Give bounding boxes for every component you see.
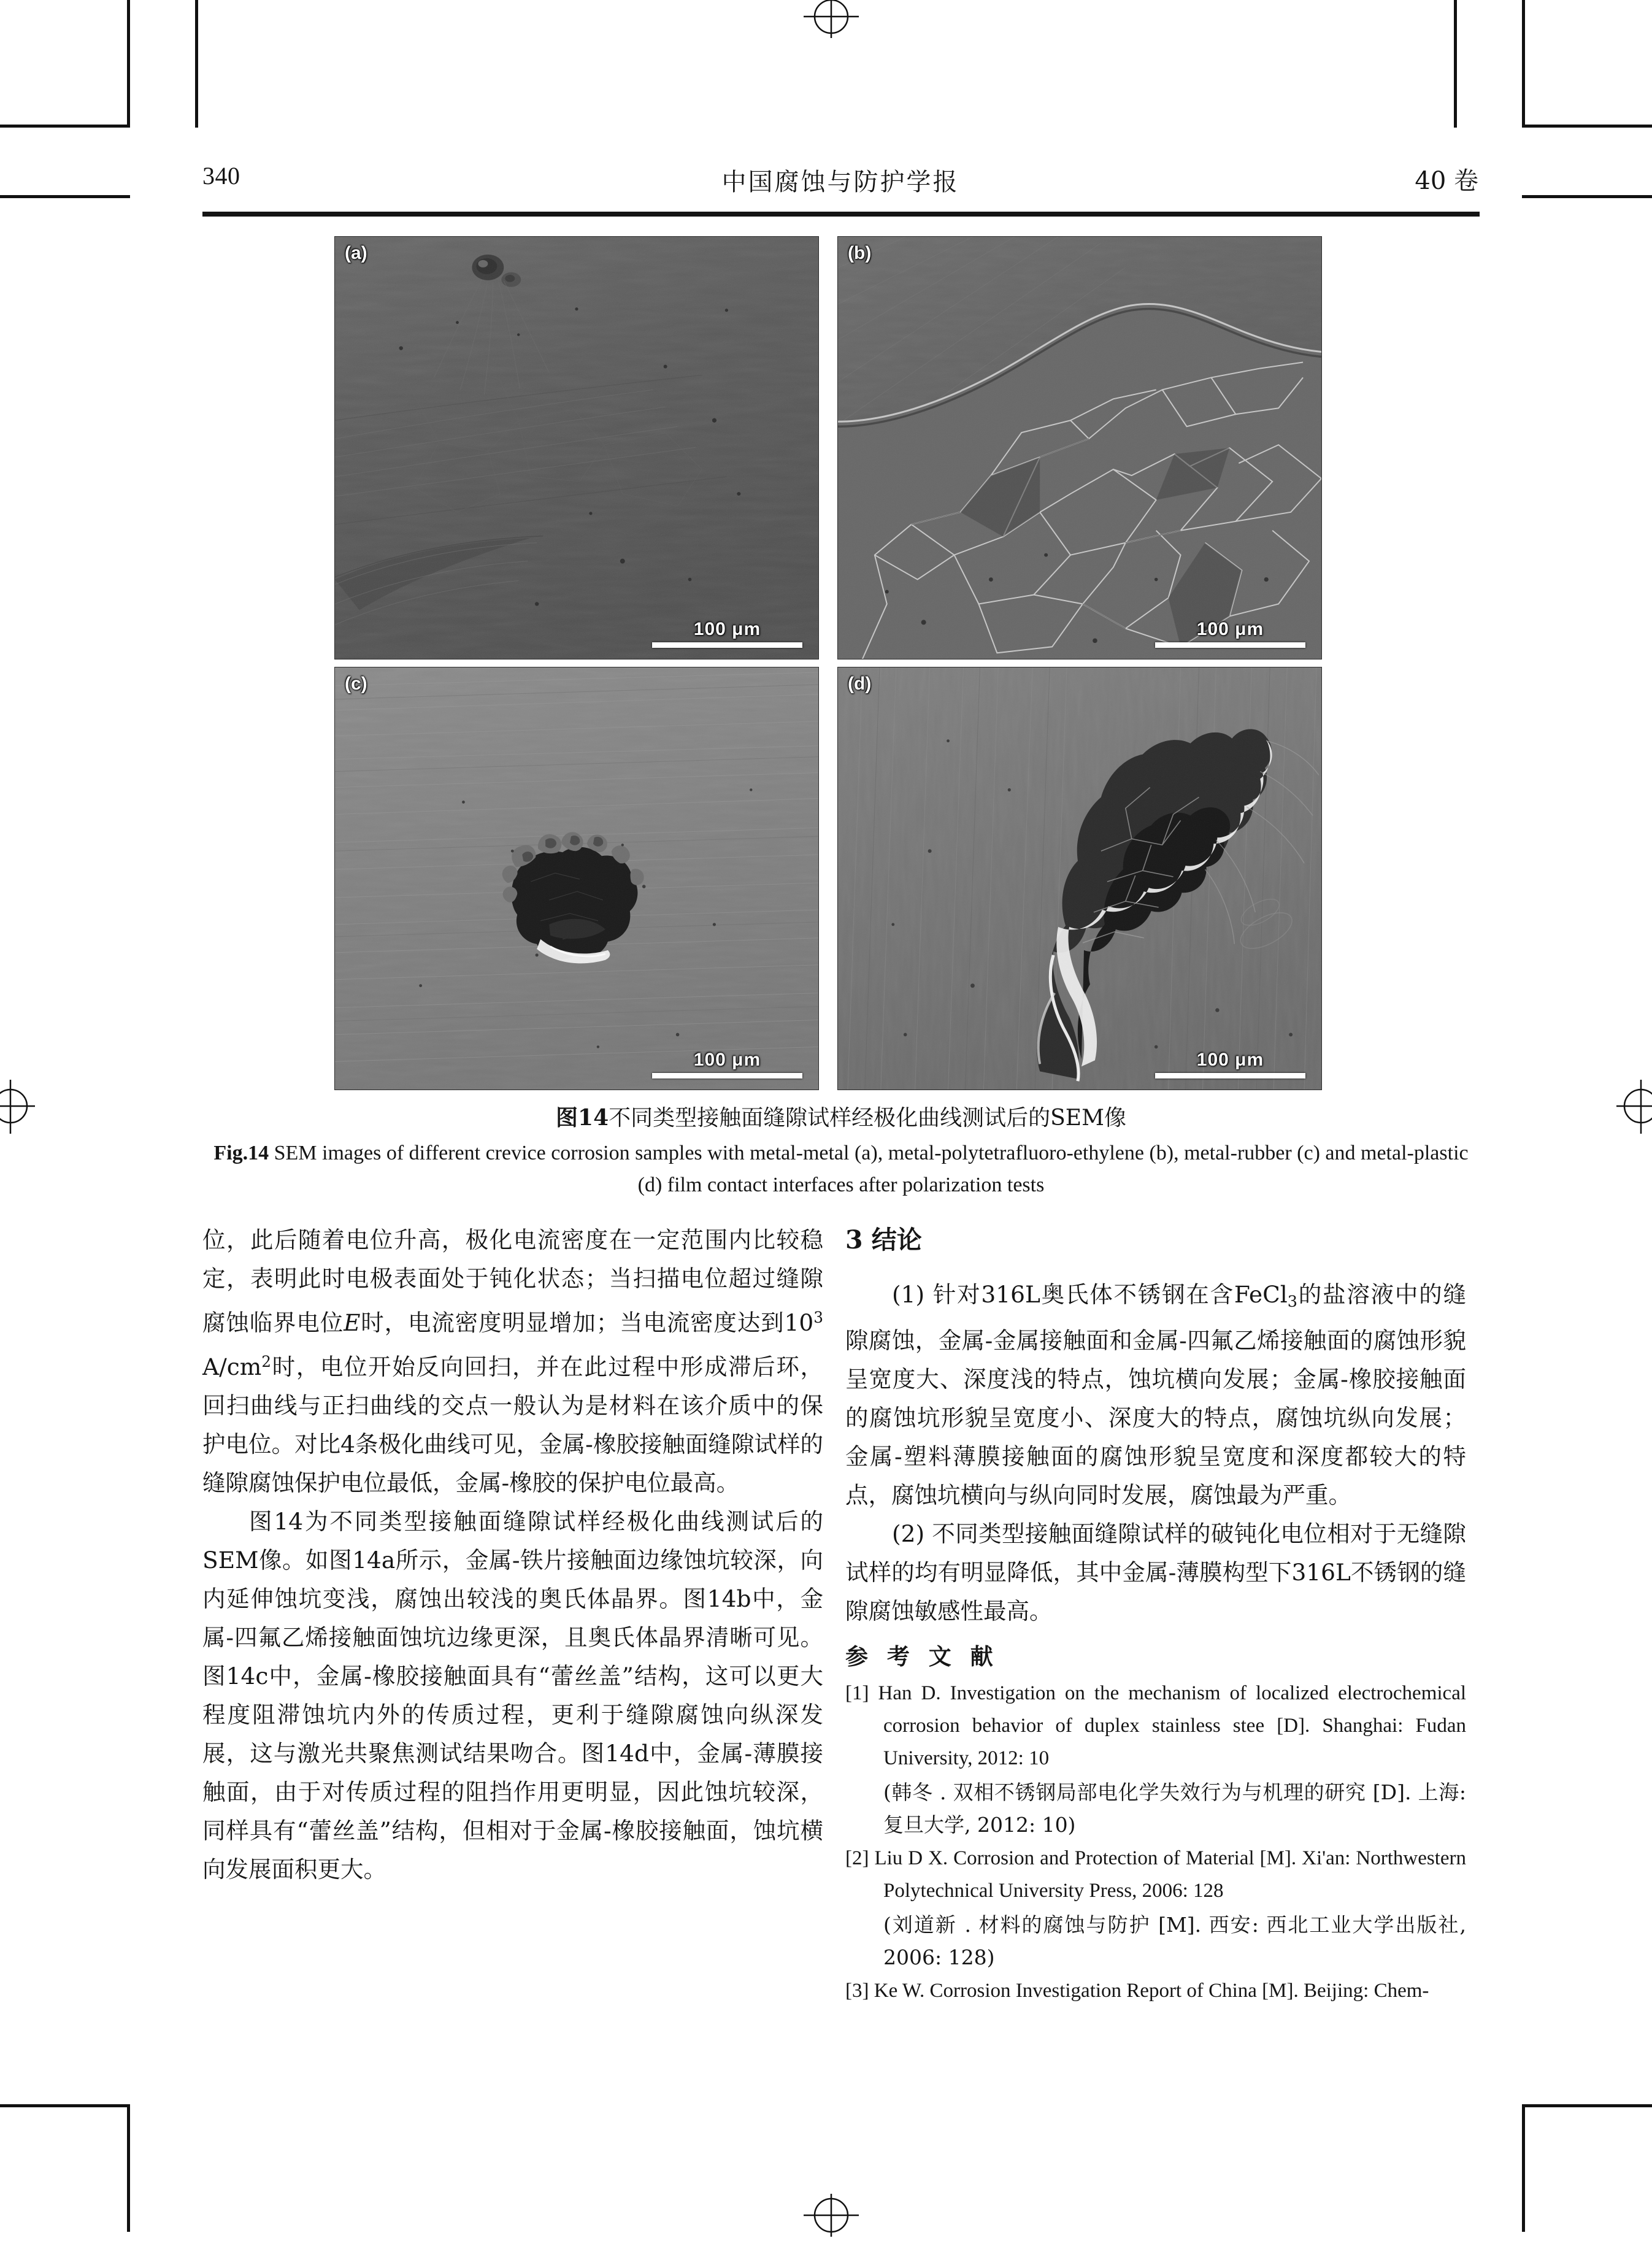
trim-mark-top-right-inner <box>1522 195 1652 198</box>
left-p1-exponent-3: 3 <box>813 1309 823 1326</box>
scale-bar-d <box>1155 1050 1305 1079</box>
reference-item-1-cn: (韩冬 . 双相不锈钢局部电化学失效行为与机理的研究 [D]. 上海: 复旦大学, 2012: 10) <box>883 1780 1466 1837</box>
figure-caption-cn-label: 图14 <box>556 1105 609 1131</box>
sem-panel-c <box>334 667 819 1090</box>
figure-caption-en-text: SEM images of different crevice corrosion samples with metal-metal (a), metal-polytetrafluoro-ethylene (b), metal-rubber (c) and metal-plastic (d) film contact interfaces after polarization tests <box>274 1142 1469 1196</box>
reference-marker-2: [2] <box>845 1847 869 1870</box>
sem-micrograph-b <box>838 237 1321 659</box>
scale-bar-label-d: 100 μm <box>1196 1049 1264 1070</box>
figure-caption-cn <box>202 1101 1480 1135</box>
sem-micrograph-a <box>335 237 818 659</box>
registration-mark-bottom <box>797 2182 865 2249</box>
conclusion-1-seg1: (1) 针对316L奥氏体不锈钢在含FeCl <box>892 1281 1288 1308</box>
trim-mark-top-left-inner <box>0 195 130 198</box>
sem-micrograph-c <box>335 667 818 1090</box>
left-p1-exponent-2: 2 <box>261 1352 272 1371</box>
trim-mark-bottom-right-v <box>1522 2104 1525 2232</box>
panel-label-d: (d) <box>848 674 872 694</box>
figure-caption-en-label: Fig.14 <box>213 1142 269 1164</box>
registration-mark-top <box>797 0 865 50</box>
scale-bar-line-a <box>652 642 802 648</box>
trim-mark-bottom-left-v <box>127 2104 130 2232</box>
trim-mark-bottom-right-h <box>1522 2104 1652 2107</box>
left-p1-seg2: 时，电流密度明显增加；当电流密度达到10 <box>360 1309 814 1336</box>
left-paragraph-1 <box>202 1221 823 1502</box>
scale-bar-label-c: 100 μm <box>693 1049 761 1070</box>
references-heading: 参 考 文 献 <box>845 1643 999 1670</box>
trim-mark-top-left-inner-v <box>195 0 198 128</box>
sem-panel-d <box>837 667 1322 1090</box>
sem-micrograph-d <box>838 667 1321 1090</box>
left-p1-seg4: 时，电位开始反向回扫，并在此过程中形成滞后环，回扫曲线与正扫曲线的交点一般认为是材料在该介质中的保护电位。对比4条极化曲线可见，金属-橡胶接触面缝隙试样的缝隙腐蚀保护电位最低，金属-橡胶的保护电位最高。 <box>202 1353 823 1496</box>
journal-title: 中国腐蚀与防护学报 <box>721 168 959 196</box>
figure-caption <box>202 1101 1480 1201</box>
scale-bar-line-c <box>652 1073 802 1078</box>
registration-mark-left <box>0 1072 44 1140</box>
sem-panel-b <box>837 236 1322 659</box>
trim-mark-top-right-h <box>1522 125 1652 128</box>
volume-label: 40 卷 <box>1415 167 1478 195</box>
conclusion-1-seg2: 的盐溶液中的缝隙腐蚀，金属-金属接触面和金属-四氟乙烯接触面的腐蚀形貌呈宽度大、深度浅的特点，蚀坑横向发展；金属-橡胶接触面的腐蚀坑形貌呈宽度小、深度大的特点，腐蚀坑纵向发展；金属-塑料薄膜接触面的腐蚀形貌呈宽度和深度都较大的特点，腐蚀坑横向与纵向同时发展，腐蚀最为严重。 <box>845 1281 1467 1509</box>
scale-bar-c <box>652 1050 802 1079</box>
left-text-column <box>202 1221 823 1889</box>
page-number: 340 <box>202 162 240 190</box>
trim-mark-bottom-left-h <box>0 2104 130 2107</box>
trim-mark-top-right-inner-v <box>1454 0 1457 128</box>
conclusion-2 <box>845 1515 1466 1631</box>
conclusion-2-text: (2) 不同类型接触面缝隙试样的破钝化电位相对于无缝隙试样的均有明显降低，其中金属-薄膜构型下316L不锈钢的缝隙腐蚀敏感性最高。 <box>845 1520 1466 1625</box>
trim-mark-top-left-v <box>127 0 130 128</box>
sem-panel-a <box>334 236 819 659</box>
conclusion-1-subscript: 3 <box>1287 1293 1298 1312</box>
reference-item-2-cn: (刘道新 . 材料的腐蚀与防护 [M]. 西安: 西北工业大学出版社, 2006: 128) <box>883 1913 1466 1970</box>
scale-bar-label-a: 100 μm <box>693 618 761 639</box>
left-p2-text: 图14为不同类型接触面缝隙试样经极化曲线测试后的SEM像。如图14a所示，金属-铁片接触面边缘蚀坑较深，向内延伸蚀坑变浅，腐蚀出较浅的奥氏体晶界。图14b中，金属-四氟乙烯接触面蚀坑边缘更深，且奥氏体晶界清晰可见。图14c中，金属-橡胶接触面具有“蕾丝盖”结构，这可以更大程度阻滞蚀坑内外的传质过程，更利于缝隙腐蚀向纵深发展，这与激光共聚焦测试结果吻合。图14d中，金属-薄膜接触面，由于对传质过程的阻挡作用更明显，因此蚀坑较深，同样具有“蕾丝盖”结构，但相对于金属-橡胶接触面，蚀坑横向发展面积更大。 <box>202 1507 823 1883</box>
reference-marker-1: [1] <box>845 1682 869 1705</box>
figure-14 <box>334 236 1322 1090</box>
reference-item-2-en <box>845 1842 1466 1907</box>
running-header <box>202 156 1478 199</box>
panel-label-b: (b) <box>848 243 872 263</box>
panel-label-a: (a) <box>345 243 367 263</box>
reference-marker-3: [3] <box>845 1980 869 2002</box>
scale-bar-label-b: 100 μm <box>1196 618 1264 639</box>
figure-caption-en <box>202 1137 1480 1201</box>
reference-text-1-en: Han D. Investigation on the mechanism of localized electrochemical corrosion behavior of duplex stainless stee [D]. Shanghai: Fudan University, 2012: 10 <box>878 1682 1467 1770</box>
scale-bar-a <box>652 620 802 648</box>
conclusion-1 <box>845 1275 1466 1515</box>
left-p1-symbol-E: E <box>344 1309 361 1336</box>
reference-item-3-en <box>845 1975 1466 2007</box>
trim-mark-top-left-h <box>0 125 130 128</box>
header-rule <box>202 212 1480 217</box>
scale-bar-line-b <box>1155 642 1305 648</box>
panel-label-c: (c) <box>345 674 367 694</box>
scale-bar-line-d <box>1155 1073 1305 1078</box>
left-paragraph-2 <box>202 1502 823 1889</box>
right-text-column <box>845 1221 1466 2009</box>
scale-bar-b <box>1155 620 1305 648</box>
reference-item-1-en <box>845 1677 1466 1775</box>
trim-mark-top-right-v <box>1522 0 1525 128</box>
reference-text-3-en: Ke W. Corrosion Investigation Report of China [M]. Beijing: Chem- <box>874 1980 1429 2002</box>
figure-caption-cn-text: 不同类型接触面缝隙试样经极化曲线测试后的SEM像 <box>609 1105 1126 1131</box>
section-heading-conclusions: 3 结论 <box>845 1225 922 1255</box>
reference-text-2-en: Liu D X. Corrosion and Protection of Material [M]. Xi'an: Northwestern Polytechnical University Press, 2006: 128 <box>874 1847 1466 1902</box>
left-p1-seg1: 位，此后随着电位升高，极化电流密度在一定范围内比较稳定，表明此时电极表面处于钝化状态；当扫描电位超过缝隙腐蚀临界电位 <box>202 1226 823 1336</box>
registration-mark-right <box>1607 1072 1652 1140</box>
reference-list <box>845 1677 1466 2007</box>
left-p1-seg3: A/cm <box>202 1353 262 1380</box>
